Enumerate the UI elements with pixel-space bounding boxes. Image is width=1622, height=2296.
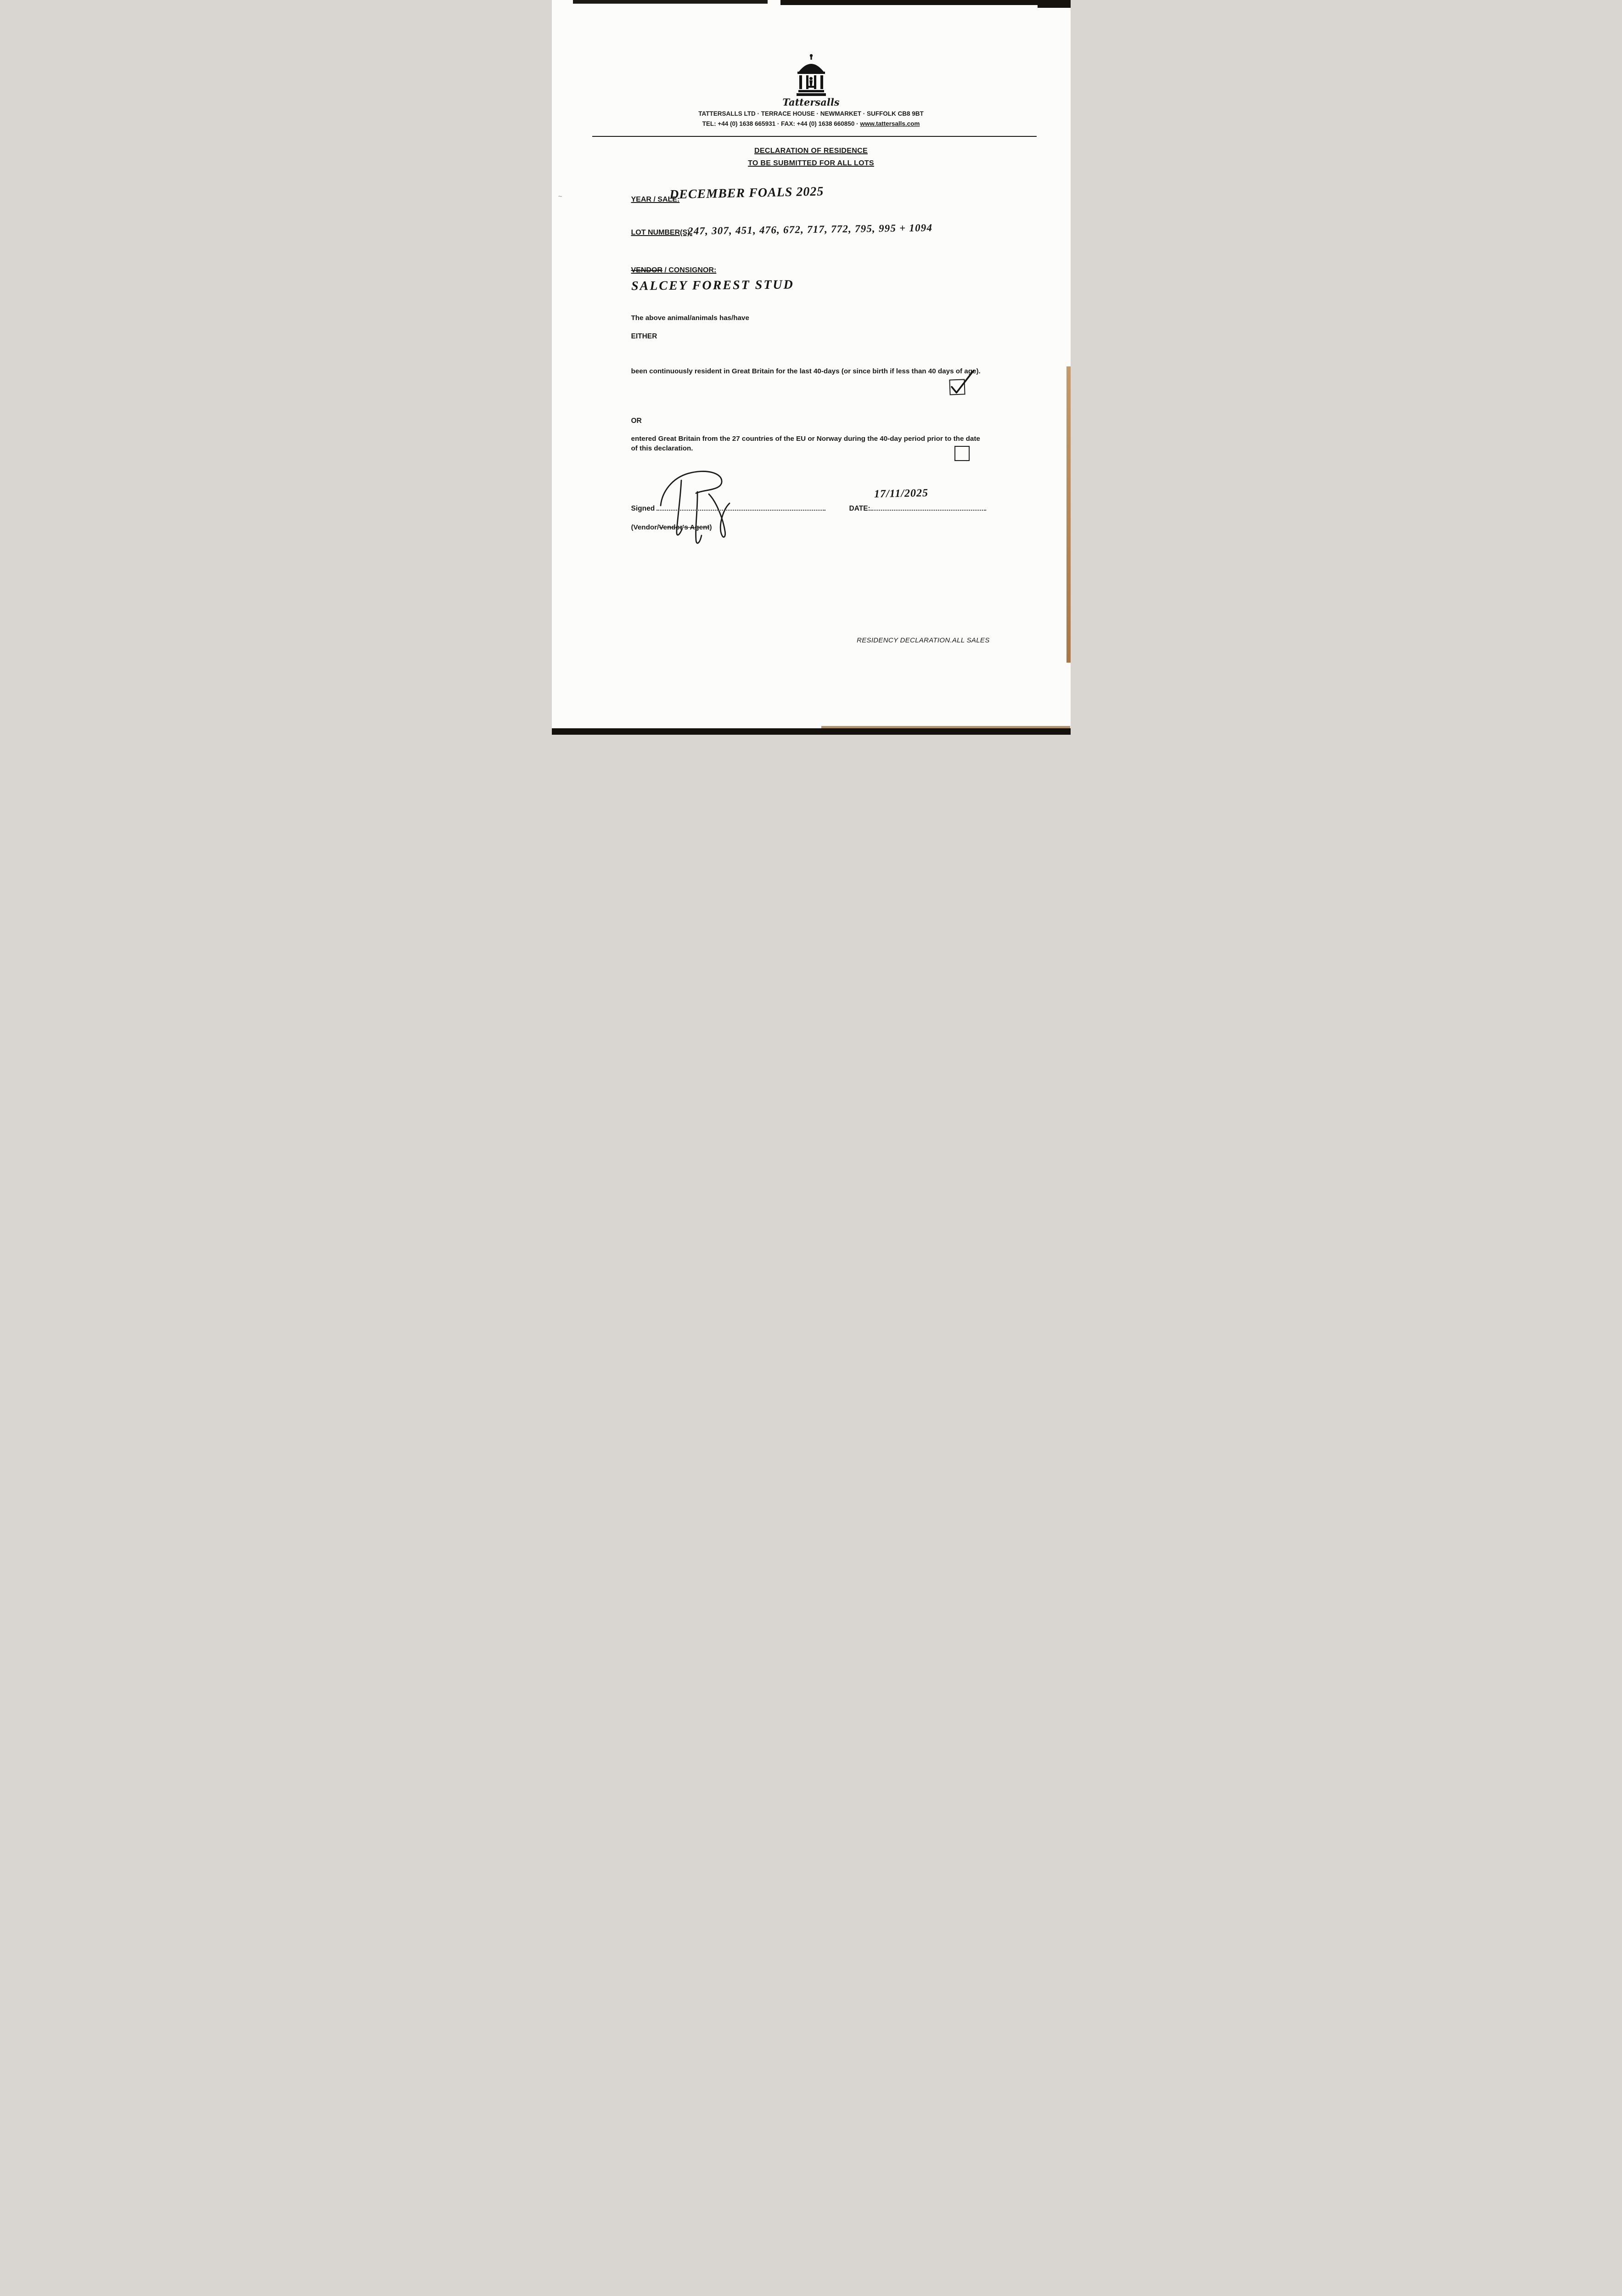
header-divider <box>592 136 1037 137</box>
scanned-document-page <box>552 0 1071 735</box>
option1-checkbox <box>949 379 965 395</box>
scan-edge-right <box>1066 366 1071 663</box>
agent-note-struck: Vendor's Agent <box>659 523 710 531</box>
year-sale-label: YEAR / SALE: <box>631 196 680 203</box>
lot-numbers-handwritten-value: 247, 307, 451, 476, 672, 717, 772, 795, 995 + 1094 <box>687 222 932 237</box>
signed-label: Signed <box>631 505 655 512</box>
margin-pencil-mark: ~ <box>558 193 562 201</box>
brand-name: Tattersalls <box>782 96 840 108</box>
tel-fax-text: TEL: +44 (0) 1638 665931 · FAX: +44 (0) 1638 660850 · <box>702 120 860 127</box>
form-title-line1: DECLARATION OF RESIDENCE <box>754 147 868 155</box>
option2-checkbox <box>954 446 970 461</box>
declaration-intro: The above animal/animals has/have <box>631 314 749 322</box>
agent-note-prefix: (Vendor/ <box>631 523 659 531</box>
tattersalls-logo-icon <box>552 53 1071 100</box>
scan-edge-top-left <box>573 0 768 4</box>
date-dotted-line <box>870 503 986 511</box>
either-label: EITHER <box>631 332 657 340</box>
signed-dotted-line <box>657 503 825 511</box>
vendor-consignor-label <box>631 266 717 275</box>
date-row <box>849 503 986 513</box>
website-link: www.tattersalls.com <box>860 120 920 127</box>
footer-note: RESIDENCY DECLARATION.ALL SALES <box>857 636 990 644</box>
year-sale-handwritten-value: DECEMBER FOALS 2025 <box>669 184 824 202</box>
vendor-agent-note <box>631 523 712 531</box>
option1-tick <box>945 366 978 396</box>
signed-row <box>631 503 826 513</box>
contact-line <box>552 120 1071 127</box>
scan-edge-bottom <box>552 728 1071 735</box>
date-handwritten-value: 17/11/2025 <box>874 487 928 501</box>
scan-edge-top-right <box>780 0 1071 5</box>
scan-edge-top-corner <box>1038 0 1071 8</box>
option2-text: entered Great Britain from the 27 countries of the EU or Norway during the 40-day period prior to the date of this declaration. <box>631 435 980 452</box>
consignor-label-rest: / CONSIGNOR: <box>662 266 717 274</box>
or-label: OR <box>631 417 642 425</box>
vendor-label-struck: VENDOR <box>631 266 662 274</box>
lot-numbers-label: LOT NUMBER(S): <box>631 229 692 236</box>
date-label: DATE: <box>849 505 870 512</box>
form-title-line2: TO BE SUBMITTED FOR ALL LOTS <box>748 159 874 167</box>
agent-note-suffix: ) <box>709 523 712 531</box>
option1-text: been continuously resident in Great Britain for the last 40-days (or since birth if less than 40 days of age). <box>631 367 981 375</box>
consignor-handwritten-value: SALCEY FOREST STUD <box>631 277 794 293</box>
address-line: TATTERSALLS LTD · TERRACE HOUSE · NEWMARKET · SUFFOLK CB8 9BT <box>698 110 924 117</box>
